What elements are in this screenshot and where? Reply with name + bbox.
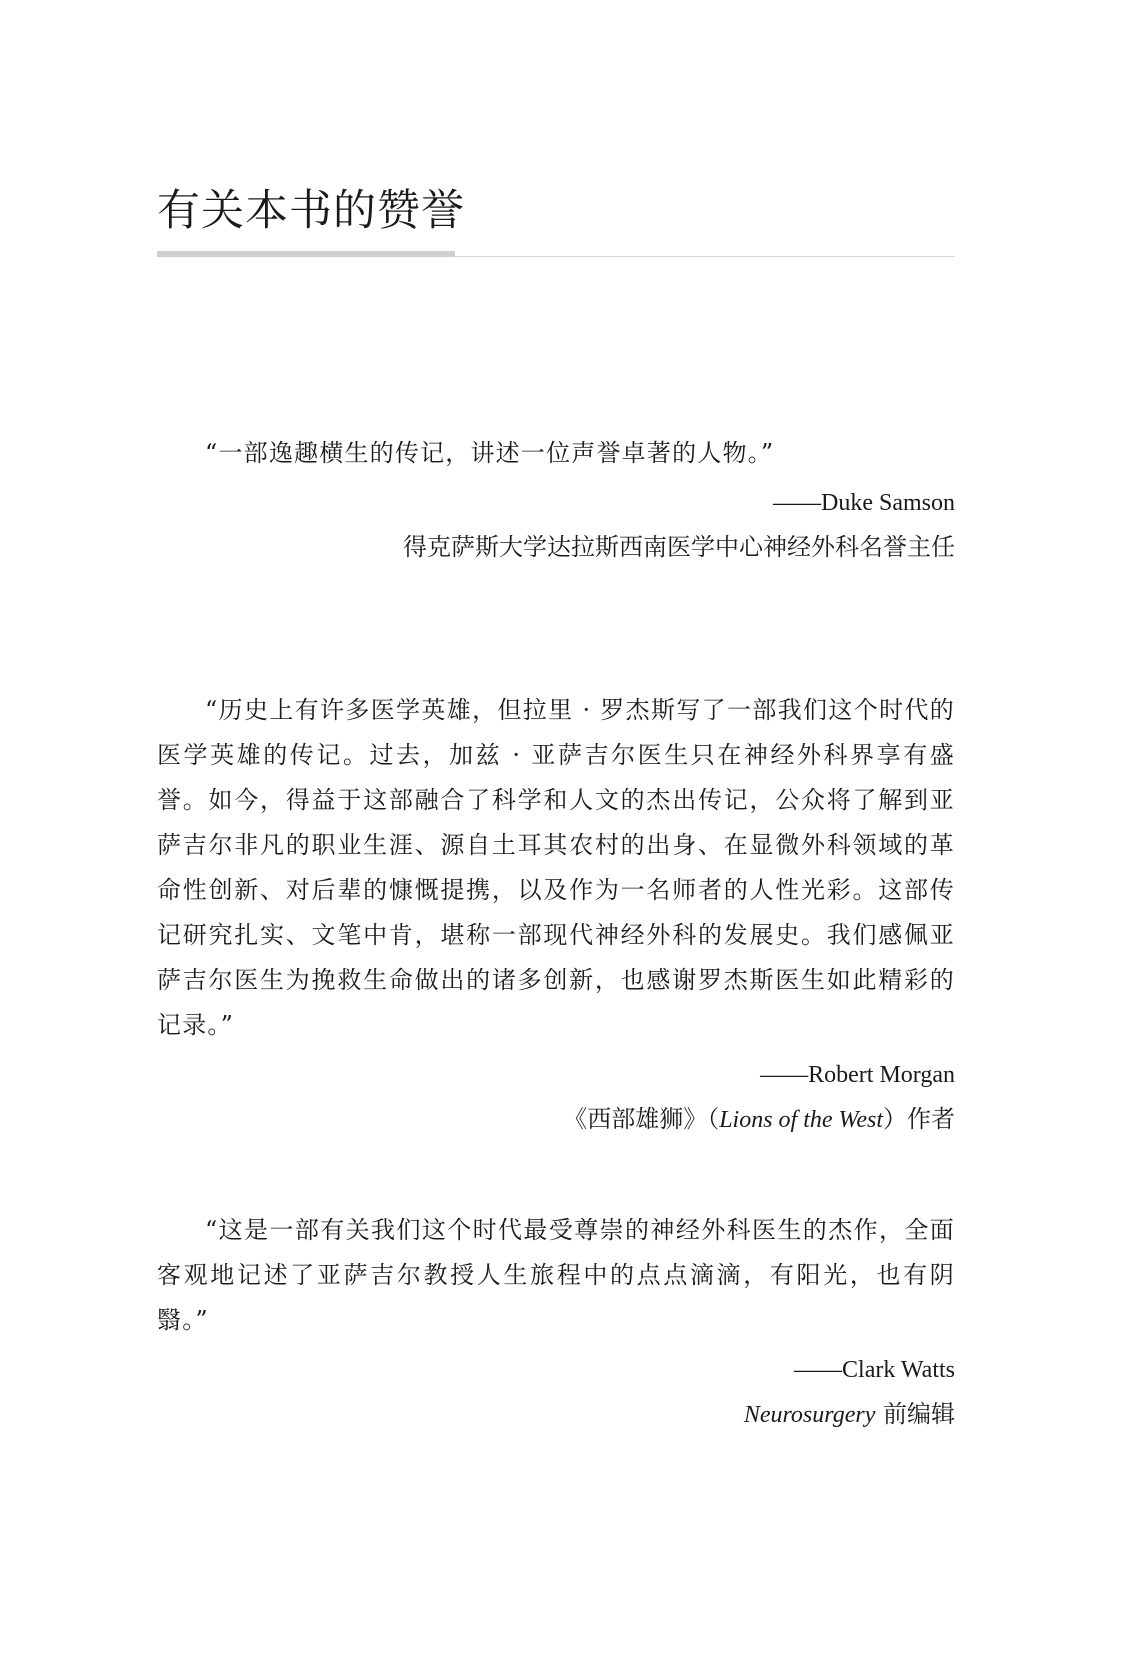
endorsement-block [157,688,955,1142]
affiliation-book-title: Lions of the West [719,1107,883,1133]
page-title: 有关本书的赞誉 [157,186,465,236]
affiliation-prefix: 《西部雄狮》（ [563,1105,720,1133]
affiliation-journal: Neurosurgery [743,1402,876,1428]
endorsement-author: ——Clark Watts [794,1357,955,1383]
endorsement-affiliation [157,1392,955,1437]
endorsement-author: ——Duke Samson [773,490,955,516]
affiliation-suffix: 前编辑 [875,1400,955,1428]
affiliation-suffix: ）作者 [883,1105,955,1133]
endorsement-affiliation: 得克萨斯大学达拉斯西南医学中心神经外科名誉主任 [403,533,955,561]
endorsement-block [157,431,955,569]
endorsement-affiliation [157,1097,955,1142]
endorsement-quote: “历史上有许多医学英雄，但拉里 · 罗杰斯写了一部我们这个时代的医学英雄的传记。过去，加兹 · 亚萨吉尔医生只在神经外科界享有盛誉。如今，得益于这部融合了科学和人文的杰出传记，公众将了解到亚萨吉尔非凡的职业生涯、源自土耳其农村的出身、在显微外科领域的革命性创新、对后辈的慷慨提携，以及作为一名师者的人性光彩。这部传记研究扎实、文笔中肯，堪称一部现代神经外科的发展史。我们感佩亚萨吉尔医生为挽救生命做出的诸多创新，也感谢罗杰斯医生如此精彩的记录。” [157,696,955,1039]
endorsement-quote: “这是一部有关我们这个时代最受尊崇的神经外科医生的杰作，全面客观地记述了亚萨吉尔教授人生旅程中的点点滴滴，有阳光，也有阴翳。” [157,1216,955,1334]
title-underline-accent [157,251,455,257]
endorsement-block [157,1208,955,1437]
endorsement-author: ——Robert Morgan [760,1062,955,1088]
endorsement-quote: “一部逸趣横生的传记，讲述一位声誉卓著的人物。” [205,439,775,467]
